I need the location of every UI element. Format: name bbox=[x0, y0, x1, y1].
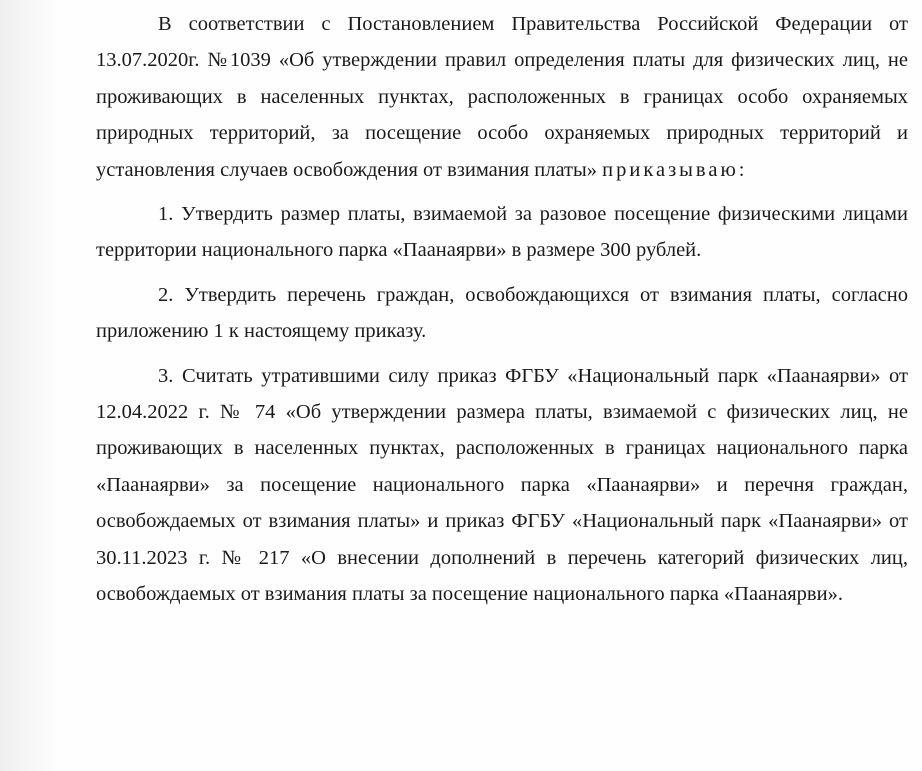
scan-edge-shadow bbox=[0, 0, 60, 771]
order-word: приказываю: bbox=[602, 158, 748, 181]
document-body bbox=[96, 6, 908, 613]
item-1-paragraph: 1. Утвердить размер платы, взимаемой за разовое посещение физическими лицами территории национального парка «Паанаярви» в размере 300 рублей. bbox=[96, 203, 908, 262]
intro-paragraph bbox=[96, 6, 908, 188]
item-2-paragraph: 2. Утвердить перечень граждан, освобождающихся от взимания платы, согласно приложению 1 к настоящему приказу. bbox=[96, 283, 908, 343]
item-3-paragraph: 3. Считать утратившими силу приказ ФГБУ «Национальный парк «Паанаярви» от 12.04.2022 г. № 74 «Об утверждении размера платы, взимаемой с физических лиц, не проживающих в населенных пунктах, расположенных в границах национального парка «Паанаярви» за посещение национального парка «Паанаярви» и перечня граждан, освобождаемых от взимания платы» и приказ ФГБУ «Национальный парк «Паанаярви» от 30.11.2023 г. № 217 «О внесении дополнений в перечень категорий физических лиц, освобождаемых от взимания платы за посещение национального парка «Паанаярви». bbox=[96, 364, 908, 606]
intro-text: В соответствии с Постановлением Правительства Российской Федерации от 13.07.2020г. №1039 «Об утверждении правил определения платы для физических лиц, не проживающих в населенных пунктах, расположенных в границах особо охраняемых природных территорий, за посещение особо охраняемых природных территорий и установления случаев освобождения от взимания платы» bbox=[96, 13, 908, 181]
